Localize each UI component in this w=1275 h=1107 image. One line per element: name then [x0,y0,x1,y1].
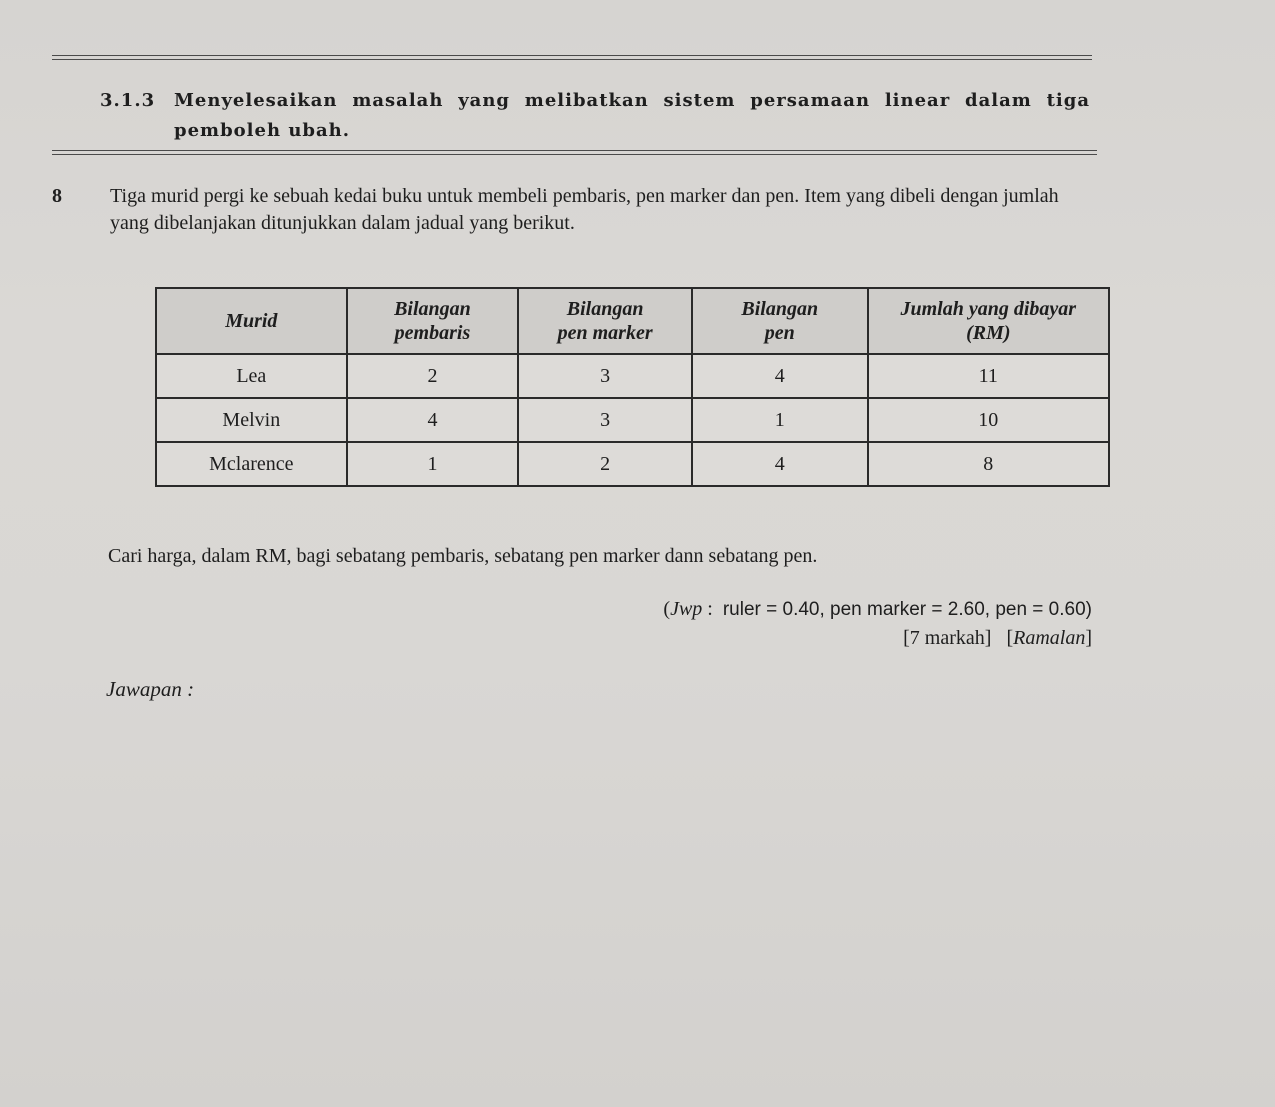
cell-murid: Melvin [156,398,347,442]
cell-murid: Mclarence [156,442,347,486]
cell-jumlah: 10 [868,398,1109,442]
cell-pembaris: 2 [347,354,519,398]
cell-pen: 4 [692,354,868,398]
question-number: 8 [52,185,62,207]
bottom-double-rule [52,150,1097,155]
cell-pembaris: 4 [347,398,519,442]
header-jumlah-dibayar: Jumlah yang dibayar (RM) [868,288,1109,354]
cell-pen-marker: 2 [518,442,692,486]
table-row [156,354,1109,398]
cell-pen-marker: 3 [518,354,692,398]
cell-pen: 4 [692,442,868,486]
markah-text: [7 markah] [903,627,992,649]
top-double-rule [52,55,1092,60]
cell-jumlah: 8 [868,442,1109,486]
ramalan-label: Ramalan [1013,627,1086,649]
instruction-text: Cari harga, dalam RM, bagi sebatang pembaris, sebatang pen marker dann sebatang pen. [108,545,818,567]
section-heading [100,86,1090,146]
table-header-row [156,288,1109,354]
marks-allocation: [7 markah] [Ramalan] [903,627,1092,649]
header-bilangan-pembaris: Bilangan pembaris [347,288,519,354]
jawapan-label: Jawapan : [106,677,195,701]
header-murid: Murid [156,288,347,354]
header-bilangan-pen: Bilangan pen [692,288,868,354]
header-bilangan-pen-marker: Bilangan pen marker [518,288,692,354]
cell-pen: 1 [692,398,868,442]
cell-pembaris: 1 [347,442,519,486]
answer-values: ruler = 0.40, pen marker = 2.60, pen = 0.60) [722,599,1092,620]
cell-murid: Lea [156,354,347,398]
answer-key: (Jwp : ruler = 0.40, pen marker = 2.60, pen = 0.60) [663,598,1092,620]
jwp-label: Jwp [670,598,703,620]
cell-jumlah: 11 [868,354,1109,398]
section-title: Menyelesaikan masalah yang melibatkan sistem persamaan linear dalam tiga pemboleh ubah. [174,90,1090,141]
purchase-table [155,287,1110,487]
table-row [156,442,1109,486]
question-text: Tiga murid pergi ke sebuah kedai buku untuk membeli pembaris, pen marker dan pen. Item yang dibeli dengan jumlah yang dibelanjakan ditunjukkan dalam jadual yang berikut. [110,185,1059,234]
table-row [156,398,1109,442]
section-number: 3.1.3 [100,90,156,111]
cell-pen-marker: 3 [518,398,692,442]
